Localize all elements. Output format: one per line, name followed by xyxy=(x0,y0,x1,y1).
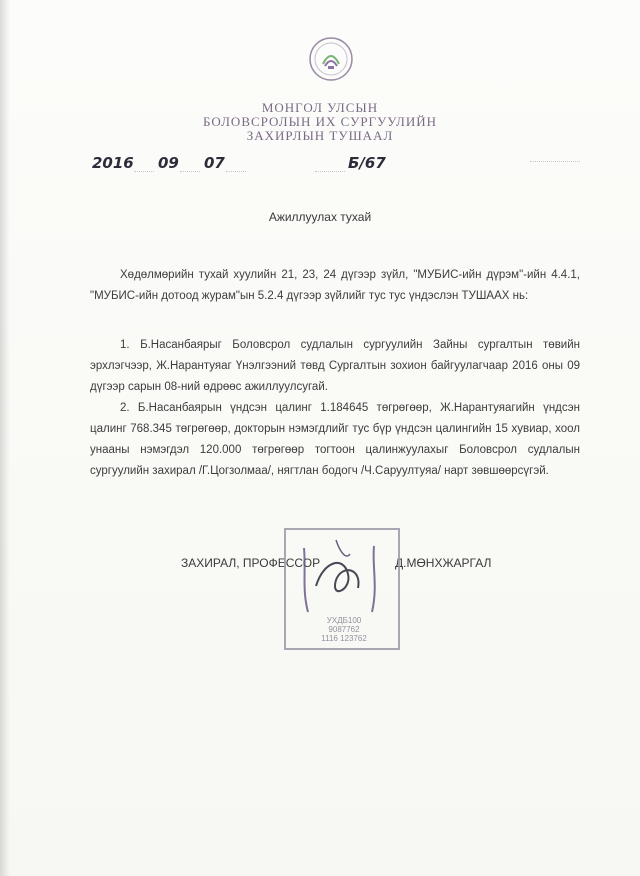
order-number: Б/67 xyxy=(348,154,386,172)
dotted-line xyxy=(530,160,580,162)
date-day: 07 xyxy=(204,154,225,172)
date-month: 09 xyxy=(158,154,179,172)
dotted-line xyxy=(315,170,345,172)
dotted-line xyxy=(226,170,246,172)
header-order-title: ЗАХИРЛЫН ТУШААЛ xyxy=(246,128,394,143)
clause-1-paragraph: 1. Б.Насанбаярыг Боловсрол судлалын сургуулийн Зайны сургалтын төвийн эрхлэгчээр, Ж.Нарантуяаг Үнэлгээний төвд Сургалтын зохион байгуулагчаар 2016 оны 09 дүгээр сарын 08-ний өдрөөс ажиллуулсугай. xyxy=(90,339,580,393)
signer-name: Д.МӨНХЖАРГАЛ xyxy=(395,556,492,570)
stamp-code xyxy=(316,616,372,643)
header-country: МОНГОЛ УЛСЫН xyxy=(261,100,379,115)
order-subject: Ажиллуулах тухай xyxy=(268,210,372,224)
stamp-code-line2: 1116 123762 xyxy=(321,634,367,643)
header-university: БОЛОВСРОЛЫН ИХ СУРГУУЛИЙН xyxy=(203,114,437,129)
dotted-line xyxy=(180,170,200,172)
official-stamp xyxy=(284,528,400,650)
signer-title: ЗАХИРАЛ, ПРОФЕССОР xyxy=(181,556,321,570)
date-year: 2016 xyxy=(92,154,134,172)
date-number-row xyxy=(90,150,610,178)
university-logo-icon xyxy=(308,36,354,82)
clause-2-paragraph: 2. Б.Насанбаярын үндсэн цалинг 1.184645 төгрөгөөр, Ж.Нарантуяагийн үндсэн цалинг 768.345 төгрөгөөр, докторын нэмэгдлийг тус бүр үндсэн цалингийн 15 хувиар, хоол унааны нэмэгдэл 120.000 төгрөгөөр тогтоон цалинжуулахыг Боловсрол судлалын сургуулийн захирал /Г.Цогзолмаа/, нягтлан бодогч /Ч.Саруултуяа/ нарт зөвшөөрсүгэй. xyxy=(90,402,580,477)
stamp-code-line1: УХДБ100 9087762 xyxy=(326,616,362,634)
preamble-paragraph: Хөдөлмөрийн тухай хуулийн 21, 23, 24 дүгээр зүйл, "МУБИС-ийн дүрэм"-ийн 4.4.1, "МУБИС-ийн дотоод журам"ын 5.2.4 дүгээр зүйлийг тус тус үндэслэн ТУШААХ нь: xyxy=(90,269,580,302)
dotted-line xyxy=(134,170,154,172)
